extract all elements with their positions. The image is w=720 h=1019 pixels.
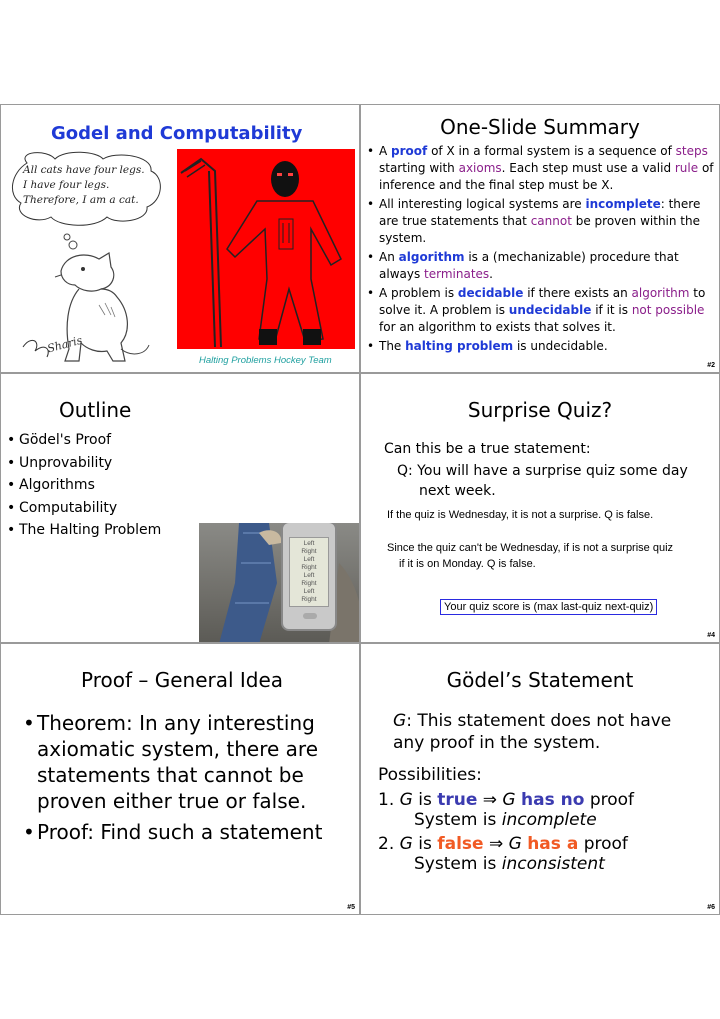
- text: The: [379, 339, 406, 353]
- g-symbol: G: [508, 834, 522, 854]
- slide-number: #6: [707, 904, 715, 911]
- term-terminates: terminates: [424, 267, 490, 281]
- term-halting-problem: halting problem: [405, 339, 514, 353]
- term-not-possible: not possible: [631, 303, 705, 317]
- screen-line: Left: [303, 572, 315, 579]
- text: . Each step must use a valid: [501, 161, 675, 175]
- quiz-note-2-line-1: Since the quiz can't be Wednesday, if is not a surprise quiz: [387, 542, 674, 554]
- g-statement: [393, 710, 671, 754]
- screen-line: Left: [303, 588, 315, 595]
- quiz-statement-line-2: next week.: [419, 483, 496, 499]
- screen-line: Right: [301, 580, 317, 587]
- slide-5-title: Proof – General Idea: [81, 668, 284, 692]
- text: : there are true statements that: [379, 197, 701, 228]
- quiz-note-2-line-2: if it is on Monday. Q is false.: [399, 558, 536, 570]
- text: 1.: [378, 790, 400, 810]
- summary-item: [367, 285, 715, 336]
- text: to solve it. A problem is: [379, 286, 706, 317]
- summary-list: [367, 143, 715, 355]
- screen-line: Right: [301, 596, 317, 603]
- hockey-caption: Halting Problems Hockey Team: [199, 355, 332, 366]
- artist-signature: Sharis: [45, 333, 84, 356]
- slide-number: #2: [707, 362, 715, 369]
- text: starting with: [379, 161, 459, 175]
- claim-has-no: has no: [521, 790, 585, 810]
- text: All interesting logical systems are: [379, 197, 586, 211]
- phone-photo: [199, 523, 360, 643]
- g-symbol: G: [399, 790, 413, 810]
- hockey-image: [177, 149, 355, 349]
- thought-line-3: Therefore, I am a cat.: [23, 194, 139, 206]
- text: any proof in the system.: [393, 733, 601, 753]
- outline-item: • The Halting Problem: [7, 519, 161, 542]
- phone-device: [281, 523, 337, 631]
- term-algorithm: algorithm: [631, 286, 690, 300]
- g-symbol: G: [393, 711, 407, 731]
- word-inconsistent: inconsistent: [501, 854, 605, 874]
- hockey-player-icon: [177, 149, 355, 349]
- slide-number: #4: [707, 632, 715, 639]
- theorem-line: proven either true or false.: [37, 789, 307, 813]
- text: A: [379, 144, 392, 158]
- value-false: false: [437, 834, 484, 854]
- word-incomplete: incomplete: [501, 810, 597, 830]
- value-true: true: [437, 790, 478, 810]
- slide-1-title: Godel and Computability: [51, 123, 303, 144]
- theorem-line: Theorem: In any interesting: [37, 711, 315, 735]
- text: is: [412, 834, 438, 854]
- text: An: [379, 250, 399, 264]
- phone-screen: [289, 537, 329, 607]
- proof-bullet: [23, 819, 322, 845]
- g-symbol: G: [399, 834, 413, 854]
- text: .: [489, 267, 493, 281]
- bullet-dot: •: [23, 820, 35, 844]
- quiz-statement-line-1: Q: You will have a surprise quiz some day: [397, 463, 688, 479]
- theorem-line: axiomatic system, there are: [37, 737, 319, 761]
- text: for an algorithm to exists that solves it.: [379, 320, 616, 334]
- quiz-score-box: Your quiz score is (max last-quiz next-quiz): [440, 599, 657, 615]
- summary-item: [367, 143, 715, 194]
- text: System is: [414, 810, 502, 830]
- possibility-2: [378, 834, 628, 874]
- slide-3-title: Outline: [59, 398, 132, 422]
- text: 2.: [378, 834, 400, 854]
- text: is: [412, 790, 438, 810]
- slide-number: #5: [347, 904, 355, 911]
- thought-line-1: All cats have four legs.: [23, 164, 145, 176]
- text: : This statement does not have: [406, 711, 672, 731]
- text: of X in a formal system is a sequence of: [427, 144, 676, 158]
- outline-item: • Algorithms: [7, 474, 161, 497]
- summary-item: [367, 338, 715, 355]
- slide-1: [0, 104, 360, 373]
- text: proof: [578, 834, 628, 854]
- outline-item: • Gödel's Proof: [7, 429, 161, 452]
- term-axioms: axioms: [458, 161, 502, 175]
- screen-line: Left: [303, 540, 315, 547]
- term-incomplete: incomplete: [585, 197, 661, 211]
- g-symbol: G: [502, 790, 516, 810]
- text: is undecidable.: [513, 339, 608, 353]
- implies-icon: ⇒: [477, 790, 503, 810]
- text: be proven within the system.: [379, 214, 700, 245]
- slide-2: [360, 104, 720, 373]
- thought-line-2: I have four legs.: [23, 179, 110, 191]
- term-rule: rule: [674, 161, 699, 175]
- text: if there exists an: [523, 286, 632, 300]
- text: proof: [584, 790, 635, 810]
- outline-item: • Unprovability: [7, 452, 161, 475]
- quiz-note-1: If the quiz is Wednesday, it is not a surprise. Q is false.: [387, 509, 654, 521]
- term-proof: proof: [391, 144, 428, 158]
- slide-3: [0, 373, 360, 643]
- term-steps: steps: [675, 144, 708, 158]
- term-cannot: cannot: [530, 214, 572, 228]
- implies-icon: ⇒: [483, 834, 509, 854]
- slide-4-title: Surprise Quiz?: [467, 398, 613, 422]
- theorem-bullet: [23, 710, 318, 814]
- possibilities-heading: Possibilities:: [378, 765, 482, 785]
- slide-6: [360, 643, 720, 915]
- text: if it is: [591, 303, 632, 317]
- possibility-1: [378, 790, 634, 830]
- text: A problem is: [379, 286, 458, 300]
- slide-5: [0, 643, 360, 915]
- slide-2-title: One-Slide Summary: [440, 115, 640, 139]
- outline-item: • Computability: [7, 497, 161, 520]
- summary-item: [367, 249, 715, 283]
- theorem-line: statements that cannot be: [37, 763, 304, 787]
- quiz-question: Can this be a true statement:: [384, 441, 591, 457]
- proof-text: Proof: Find such a statement: [37, 820, 323, 844]
- cat-illustration: [21, 231, 161, 371]
- phone-button: [303, 613, 317, 619]
- screen-line: Right: [301, 564, 317, 571]
- text: System is: [414, 854, 502, 874]
- slide-6-title: Gödel’s Statement: [446, 668, 634, 692]
- slide-4: [360, 373, 720, 643]
- term-algorithm: algorithm: [398, 250, 465, 264]
- text: is a (mechanizable) procedure that always: [379, 250, 679, 281]
- term-undecidable: undecidable: [508, 303, 592, 317]
- screen-line: Right: [301, 548, 317, 555]
- text: of inference and the final step must be X.: [379, 161, 714, 192]
- summary-item: [367, 196, 715, 247]
- term-decidable: decidable: [457, 286, 524, 300]
- thought-text: [23, 163, 145, 208]
- outline-list: [7, 429, 161, 542]
- screen-line: Left: [303, 556, 315, 563]
- bullet-dot: •: [23, 711, 35, 735]
- claim-has-a: has a: [527, 834, 579, 854]
